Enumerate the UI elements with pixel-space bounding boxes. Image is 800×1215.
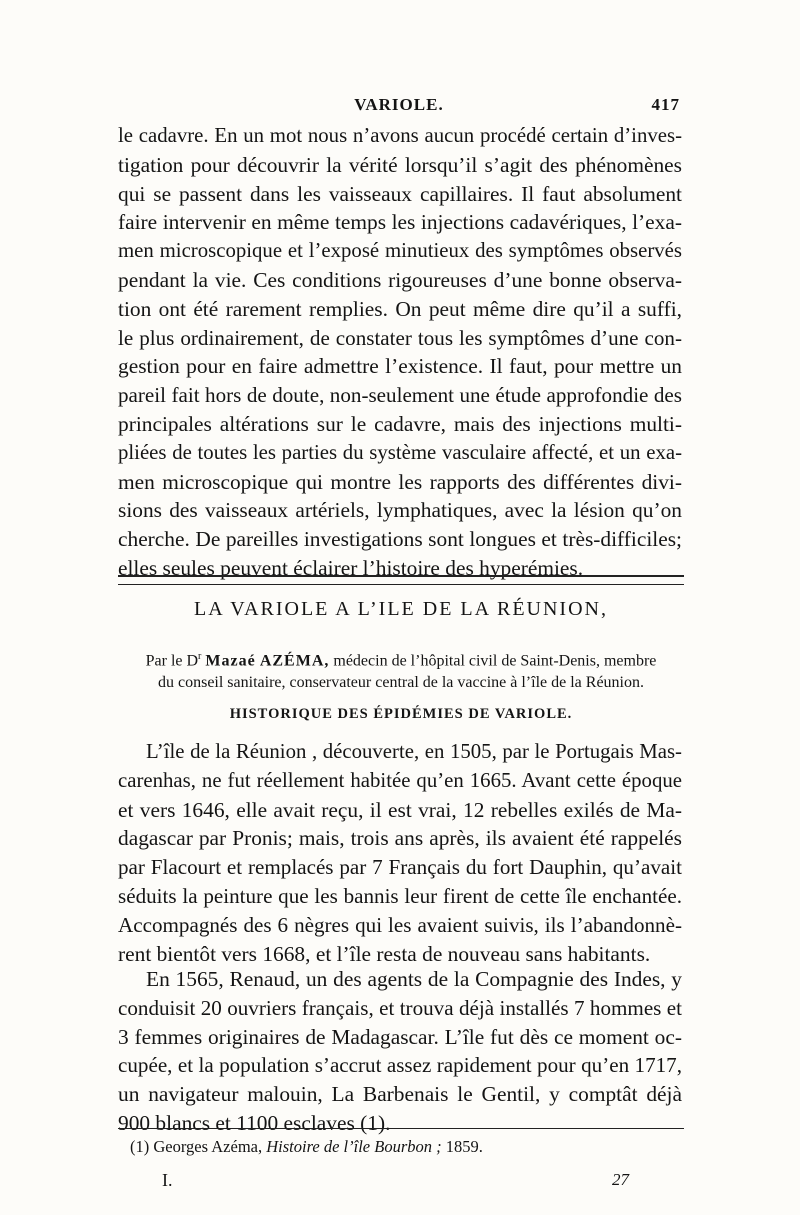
text-line: un navigateur malouin, La Barbenais le Gentil, y comptât déjà <box>118 1082 682 1107</box>
author-name: Mazaé AZÉMA, <box>205 652 330 670</box>
text-line: L’île de la Réunion , découverte, en 1505, par le Portugais Mas- <box>146 740 682 763</box>
text-line: men microscopique qui montre les rapports des différentes divi- <box>118 469 682 494</box>
text-line: séduits la peinture que les bannis leur firent de cette île enchantée. <box>118 883 682 908</box>
text-line: 3 femmes originaires de Madagascar. L’île fut dès ce moment oc- <box>118 1024 682 1049</box>
article-title: LA VARIOLE A L’ILE DE LA RÉUNION, <box>194 598 608 620</box>
text-line: cherche. De pareilles investigations sont longues et très-difficiles; <box>118 527 682 552</box>
text-line: et vers 1646, elle avait reçu, il est vrai, 12 rebelles exilés de Ma- <box>118 797 682 822</box>
text-line: Accompagnés des 6 nègres qui les avaient suivis, ils l’abandonnè- <box>118 912 682 937</box>
footnote-marker: (1) <box>130 1137 150 1156</box>
text-line: par Flacourt et remplacés par 7 Français du fort Dauphin, qu’avait <box>118 855 682 880</box>
text-line: le plus ordinairement, de constater tous les symptômes d’une con- <box>118 325 682 350</box>
text-line: dagascar par Pronis; mais, trois ans après, ils avaient été rappelés <box>118 826 682 851</box>
footnote-divider <box>118 1128 684 1129</box>
paragraph-discovery <box>118 738 682 968</box>
section-title: HISTORIQUE DES ÉPIDÉMIES DE VARIOLE. <box>229 706 573 722</box>
page-number: 417 <box>651 95 680 114</box>
byline-prefix: Par le D <box>145 652 199 670</box>
text-line: conduisit 20 ouvriers français, et trouva déjà installés 7 hommes et <box>118 995 682 1020</box>
section-divider <box>118 575 684 585</box>
footnote <box>130 1137 670 1157</box>
byline-line-2: du conseil sanitaire, conservateur central de la vaccine à l’île de la Réunion. <box>157 674 644 692</box>
text-line: elles seules peuvent éclairer l’histoire des hyperémies. <box>118 555 584 580</box>
text-line: men microscopique et l’exposé minutieux des symptômes observés <box>118 239 682 263</box>
running-head <box>118 95 680 121</box>
paragraph-capillaries <box>118 122 682 583</box>
footnote-work: Histoire de l’île Bourbon ; <box>266 1137 442 1156</box>
author-affiliation: médecin de l’hôpital civil de Saint-Denis, membre <box>333 652 657 670</box>
paragraph-settlement <box>118 965 682 1138</box>
footnote-author: Georges Azéma, <box>153 1137 263 1156</box>
text-line: le cadavre. En un mot nous n’avons aucun procédé certain d’inves- <box>118 124 682 147</box>
text-line: pendant la vie. Ces conditions rigoureuses d’une bonne observa- <box>118 267 682 292</box>
text-line: pliées de toutes les parties du système vasculaire affecté, et un exa- <box>118 440 682 464</box>
running-title: VARIOLE. <box>354 95 444 114</box>
byline <box>118 646 684 694</box>
text-line: tigation pour découvrir la vérité lorsqu’il s’agit des phénomènes <box>118 152 682 177</box>
text-line: cupée, et la population s’accrut assez rapidement pour qu’en 1717, <box>118 1053 682 1078</box>
text-line: qui se passent dans les vaisseaux capillaires. Il faut absolument <box>118 181 682 206</box>
text-line: carenhas, ne fut réellement habitée qu’en 1665. Avant cette époque <box>118 768 682 792</box>
text-line: rent bientôt vers 1668, et l’île resta de nouveau sans habitants. <box>118 941 651 966</box>
byline-superscript: r <box>198 651 202 662</box>
byline-line-1 <box>118 646 684 672</box>
footnote-year: 1859. <box>445 1137 483 1156</box>
text-line: 900 blancs et 1100 esclaves (1). <box>118 1110 391 1135</box>
sheet-number: 27 <box>612 1170 629 1189</box>
text-line: principales altérations sur le cadavre, mais des injections multi- <box>118 411 682 436</box>
text-line: gestion pour en faire admettre l’existence. Il faut, pour mettre un <box>118 354 682 379</box>
text-line: faire intervenir en même temps les injections cadavériques, l’exa- <box>118 210 682 235</box>
text-line: En 1565, Renaud, un des agents de la Compagnie des Indes, y <box>146 967 682 991</box>
signature-mark: I. <box>162 1170 173 1190</box>
text-line: sions des vaisseaux artériels, lymphatiques, avec la lésion qu’on <box>118 498 682 523</box>
text-line: pareil fait hors de doute, non-seulement une étude approfondie des <box>118 383 682 408</box>
text-line: tion ont été rarement remplies. On peut même dire qu’il a suffi, <box>118 296 682 321</box>
